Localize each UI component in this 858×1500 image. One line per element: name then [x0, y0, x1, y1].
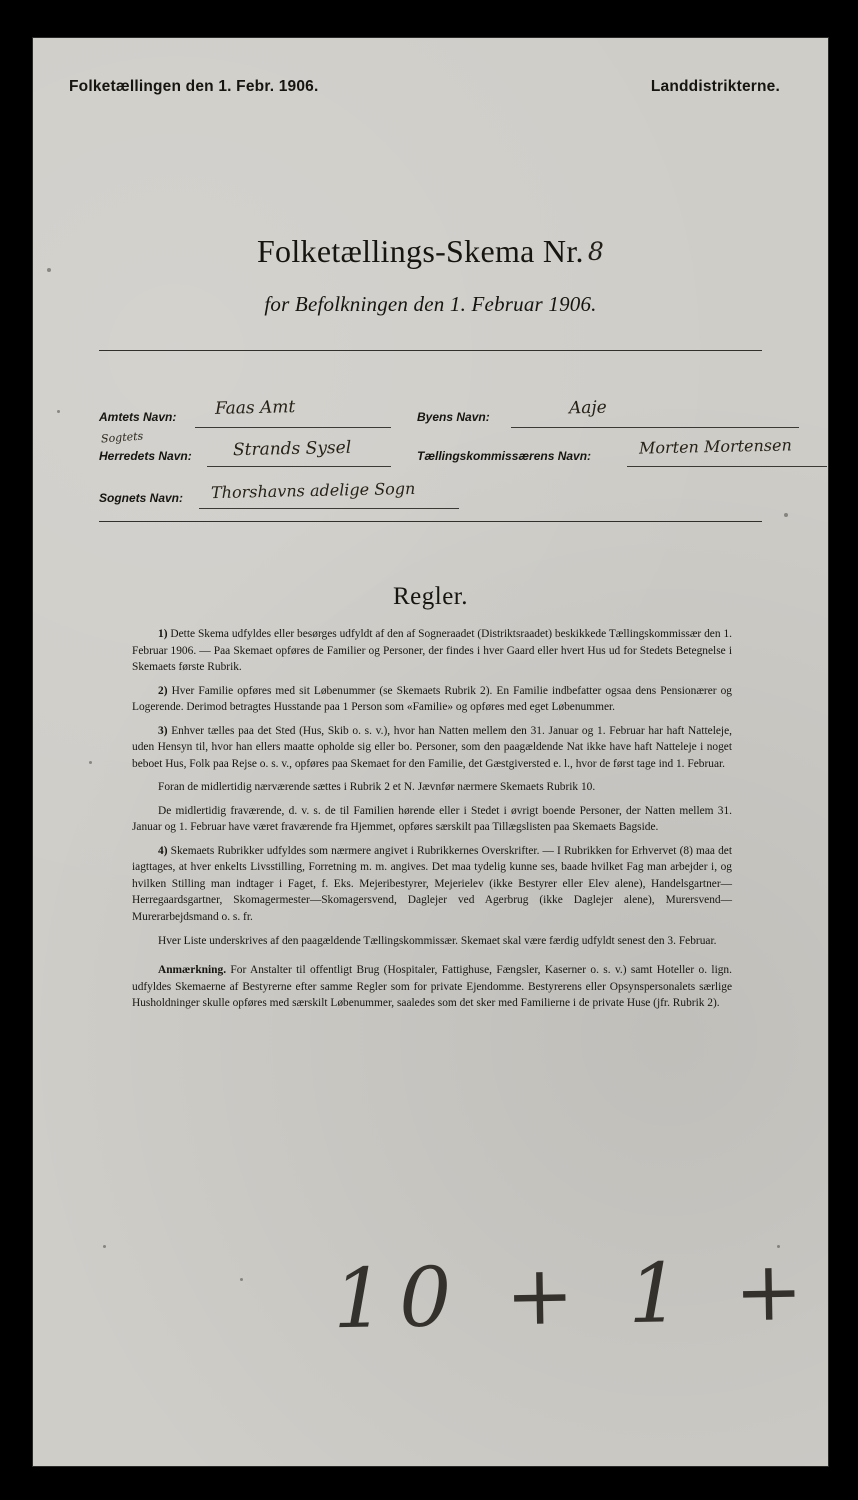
- divider-top: [99, 350, 762, 351]
- page-header: [33, 78, 828, 96]
- anmerkning-label: Anmærkning.: [158, 964, 227, 977]
- sogn-value: Thorshavns adelige Sogn: [210, 478, 416, 503]
- rule-1-number: 1): [158, 628, 168, 640]
- title-block: [33, 233, 828, 317]
- rule-2-number: 2): [158, 684, 168, 697]
- bottom-handwritten-annotation: 10 + 1 +: [332, 1243, 818, 1348]
- form-fields: [99, 397, 799, 509]
- herred-underline: [207, 466, 391, 467]
- header-right-text: Landdistrikterne.: [650, 78, 780, 95]
- by-label: Byens Navn:: [417, 410, 490, 424]
- kommissaer-label: Tællingskommissærens Navn:: [417, 449, 592, 463]
- rule-1-text: Dette Skema udfyldes eller besørges udfyldt af den af Sogneraadet (Distriktsraadet) beskikkede Tællingskommissær den 1. Februar 1906. — Paa Skemaet opføres de Familier og Personer, der findes i hver Gaard eller hvert Hus ud for Stedets Betegnelse i Skemaets første Rubrik.: [132, 628, 732, 674]
- anmerkning-text: For Anstalter til offentligt Brug (Hospitaler, Fattighuse, Fængsler, Kaserner o. s. v.) samt Hoteller o. lign. udfyldes Skemaerne af Bestyrerne efter samme Regler som for private Ejendomme. Bestyrerens eller Opsynspersonalets særlige Husholdninger skulle opføres med særskilt Løbenummer, saaledes som det sker med Familierne i de private Huse (jfr. Rubrik 2).: [132, 964, 732, 1010]
- scan-speck: [57, 410, 60, 413]
- anmerkning-paragraph: [132, 962, 732, 1012]
- amt-value: Faas Amt: [214, 397, 296, 419]
- page-title: [257, 233, 604, 270]
- scan-speck: [784, 513, 788, 517]
- schema-number-handwritten: 8: [587, 237, 605, 266]
- herred-strikethrough-note: Sogtets: [100, 429, 144, 446]
- by-value: Aaje: [568, 397, 607, 419]
- kommissaer-underline: [627, 466, 827, 467]
- scan-speck: [240, 1278, 243, 1281]
- rule-2-text: Hver Familie opføres med sit Løbenummer (se Skemaets Rubrik 2). En Familie indbefatter ogsaa dens Pensionærer og Logerende. Derimod betragtes Husstande paa 1 Person som «Familie» og opføres med eget Løbenummer.: [132, 684, 733, 714]
- rule-3-text: Enhver tælles paa det Sted (Hus, Skib o. s. v.), hvor han Natten mellem den 31. Januar og 1. Februar har haft Natteleje, uden Hensyn til, hvor han ellers maatte opholde sig eller bo. Personer, som den paagældende Nat ikke have haft Natteleje i noget beboet Hus, Folk paa Rejse o. s. v., opføres paa Skemaet for den Familie, det Gæstgiversted e. l., hvor de først tage ind 1. Februar.: [132, 724, 732, 770]
- form-row-sogn: [99, 475, 799, 509]
- scan-speck: [103, 1245, 106, 1248]
- rule-4-text: Skemaets Rubrikker udfyldes som nærmere angivet i Rubrikkernes Overskrifter. — I Rubrikken for Erhvervet (8) maa det iagttages, at hver enkelts Livsstilling, Forretning m. m. angives. Det maa tydelig kunne ses, baade hvilket Fag man arbejder i, og hvilken Stilling man indtager i Faget, f. Eks. Mejeribestyrer, Mejerielev (ikke Bestyrer eller Elev alene), Handelsgartner—Herregaardsgartner, Skomagermester—Skomagersvend, Daglejer ved Agerbrug (ikke Daglejer alene), Murersvend—Murerarbejdsmand o. s. fr.: [132, 844, 732, 923]
- rule-item-4: [132, 843, 732, 926]
- kommissaer-value: Morten Mortensen: [638, 435, 792, 458]
- rule-item-1: [132, 626, 732, 676]
- para-midlertidig-naervaerende: Foran de midlertidig nærværende sættes i Rubrik 2 et N. Jævnfør nærmere Skemaets Rubrik 10.: [158, 781, 596, 794]
- herred-value: Strands Sysel: [232, 437, 352, 461]
- sogn-label: Sognets Navn:: [99, 491, 184, 505]
- rule-3-number: 3): [158, 724, 168, 737]
- para-underskrives: Hver Liste underskrives af den paagældende Tællingskommissær. Skemaet skal være færdig udfyldt senest den 3. Februar.: [158, 934, 717, 947]
- sogn-underline: [199, 508, 459, 509]
- para-midlertidig-fravaerende: De midlertidig fraværende, d. v. s. de til Familien hørende eller i Stedet i øvrigt boende Personer, der Natten mellem 31. Januar og 1. Februar have været fraværende fra Hjemmet, opføres særskilt paa Tillægslisten paa Skemaets Bagside.: [132, 804, 732, 834]
- regler-heading: Regler.: [392, 583, 468, 610]
- by-underline: [511, 427, 799, 428]
- scanned-form-page: [33, 38, 828, 1466]
- page-subtitle: for Befolkningen den 1. Februar 1906.: [264, 292, 597, 316]
- scan-speck: [89, 761, 92, 764]
- page-title-text: Folketællings-Skema Nr.: [256, 233, 584, 269]
- rule-item-2: [132, 683, 732, 716]
- header-left-text: Folketællingen den 1. Febr. 1906.: [69, 78, 319, 95]
- amt-label: Amtets Navn:: [99, 410, 177, 424]
- divider-bottom: [99, 521, 762, 522]
- rule-item-3: [132, 723, 732, 773]
- form-row-amt: [99, 397, 799, 437]
- rule-4-number: 4): [158, 844, 168, 857]
- herred-label: Herredets Navn:: [99, 449, 192, 463]
- amt-underline: [195, 427, 391, 428]
- form-row-herred: [99, 429, 799, 475]
- regler-body: [132, 626, 732, 1019]
